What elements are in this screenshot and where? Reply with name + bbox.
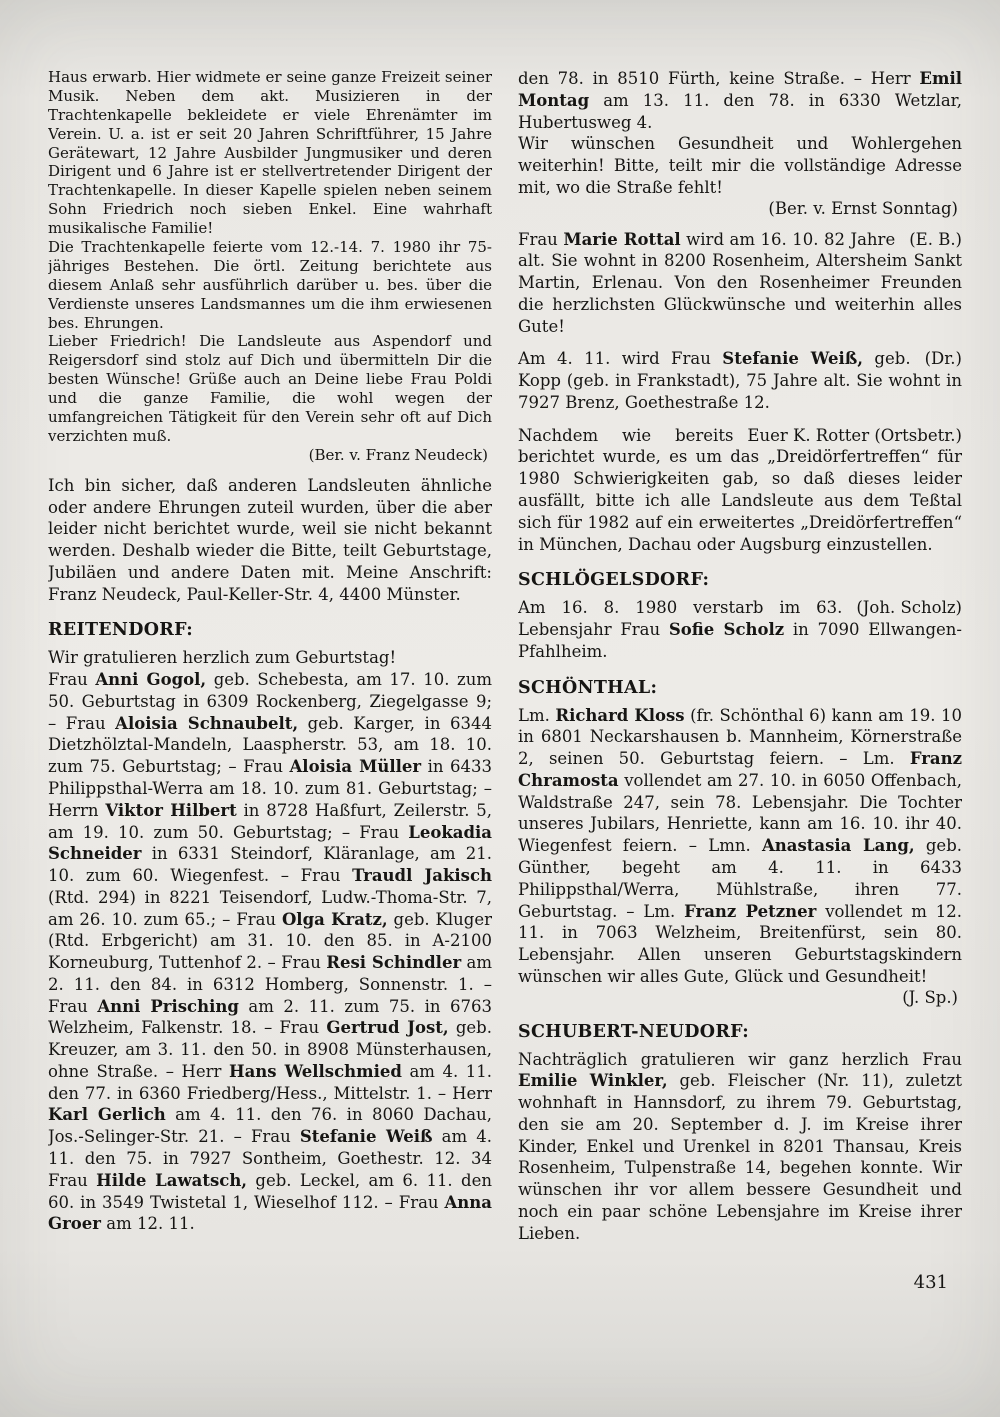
person-name: Aloisia Schnaubelt, xyxy=(115,713,299,733)
text-run: in 8728 Haßfurt, Zeilerstr. 5, am 19. 10. zum 50. Geburtstag; – Frau xyxy=(48,800,492,842)
text-run: Nachdem wie bereits berichtet wurde, es um das „Dreidörfertreffen“ für 1980 Schwierigkeiten gab, so daß dieses leider ausfällt, bitte ich alle Landsleute aus dem Teßtal sich für 1982 auf ein erweitertes „Dreidörfertreffen“ in München, Dachau oder Augsburg einzustellen. xyxy=(518,425,962,554)
section-heading: SCHLÖGELSDORF: xyxy=(518,570,710,591)
text-run: Wir gratulieren herzlich zum Geburtstag! xyxy=(48,648,397,668)
person-name: Stefanie Weiß xyxy=(299,1127,433,1147)
paragraph xyxy=(48,669,492,1235)
left-column xyxy=(48,68,492,1244)
byline-inline: Euer K. Rotter (Ortsbetr.) xyxy=(747,425,962,445)
text-run: geb. Günther, begeht am 4. 11. in 6433 Philippsthal/Werra, Mühlstraße, ihren 77. Geburtstag. – Lm. xyxy=(518,836,962,921)
paragraph xyxy=(48,475,492,606)
text-run: (Rtd. 294) in 8221 Teisendorf, Ludw.-Thoma-Str. 7, am 26. 10. zum 65.; – Frau xyxy=(48,887,492,929)
byline: (Ber. v. Franz Neudeck) xyxy=(308,445,488,464)
text-run: Frau xyxy=(48,670,96,690)
paragraph xyxy=(48,68,492,238)
person-name: Emilie Winkler, xyxy=(518,1071,668,1091)
paragraph xyxy=(518,425,962,556)
person-name: Hilde Lawatsch, xyxy=(96,1170,248,1190)
text-run: Lieber Friedrich! Die Landsleute aus Aspendorf und Reigersdorf sind stolz auf Dich und übermitteln Dir die besten Wünsche! Grüße auch an Deine liebe Frau Poldi und die ganze Familie, die wohl wegen der umfangreichen Tätigkeit für den Verein sehr oft auf Dich verzichten muß. xyxy=(48,332,492,445)
byline: (J. Sp.) xyxy=(902,987,958,1007)
paragraph xyxy=(518,133,962,198)
person-name: Richard Kloss xyxy=(555,705,685,725)
text-run: den 78. in 8510 Fürth, keine Straße. – Herr xyxy=(518,69,920,88)
paragraph xyxy=(518,229,962,338)
byline-inline: (Joh. Scholz) xyxy=(856,598,962,618)
byline-inline: (E. B.) xyxy=(909,229,962,249)
person-name: Anna Groer xyxy=(48,1192,492,1234)
text-run: Frau xyxy=(518,229,564,249)
text-run: Nachträglich gratulieren wir ganz herzlich Frau xyxy=(518,1049,962,1069)
text-run: geb. Karger, in 6344 Dietzhölztal-Mandeln, Laaspherstr. 53, am 18. 10. zum 75. Geburtstag; – Frau xyxy=(48,713,492,777)
person-name: Aloisia Müller xyxy=(289,757,422,777)
byline: (Ber. v. Ernst Sonntag) xyxy=(768,198,958,218)
paragraph xyxy=(48,238,492,332)
person-name: Olga Kratz, xyxy=(281,909,388,929)
paragraph xyxy=(518,348,962,413)
text-run: geb. Fleischer (Nr. 11), zuletzt wohnhaft in Hannsdorf, zu ihrem 79. Geburtstag, den sie am 20. September d. J. im Kreise ihrer Kinder, Enkel und Urenkel in 8201 Thansau, Kreis Rosenheim, Tulpenstraße 14, begehen konnte. Wir wünschen ihr vor allem bessere Gesundheit und noch ein paar schöne Lebensjahre im Kreise ihrer Lieben. xyxy=(518,1071,962,1243)
text-run: vollendet m 12. 11. in 7063 Welzheim, Breitenfürst, sein 80. Lebensjahr. Allen unseren Geburtstagskindern wünschen wir alles Gute, Glück und Gesundheit! xyxy=(518,901,962,986)
text-run: Wir wünschen Gesundheit und Wohlergehen weiterhin! Bitte, teilt mir die vollständige Adresse mit, wo die Straße fehlt! xyxy=(518,134,962,197)
person-name: Resi Schindler xyxy=(326,953,462,973)
text-run: Die Trachtenkapelle feierte vom 12.-14. 7. 1980 ihr 75-jähriges Bestehen. Die örtl. Zeitung berichtete aus diesem Anlaß sehr ausführlich darüber u. bes. über die Verdienste unseres Landsmannes um die ihm erwiesenen bes. Ehrungen. xyxy=(48,238,492,332)
text-run: Am 4. 11. wird Frau xyxy=(518,349,723,369)
text-run: vollendet am 27. 10. in 6050 Offenbach, Waldstraße 247, sein 78. Lebensjahr. Die Tochter unseres Jubilars, Henriette, kann am 16. 10. ihr 40. Wiegenfest feiern. – Lmn. xyxy=(518,770,962,856)
page-number: 431 xyxy=(913,1272,948,1293)
section-heading: REITENDORF: xyxy=(48,620,193,641)
section-heading: SCHÖNTHAL: xyxy=(518,677,658,698)
person-name: Anni Prisching xyxy=(97,996,239,1016)
section-heading: SCHUBERT-NEUDORF: xyxy=(518,1021,750,1042)
person-name: Gertrud Jost, xyxy=(326,1018,449,1038)
paragraph xyxy=(48,647,492,669)
text-run: Haus erwarb. Hier widmete er seine ganze Freizeit seiner Musik. Neben dem akt. Musizieren in der Trachtenkapelle bekleidete er viele Ehrenämter im Verein. U. a. ist er seit 20 Jahren Schriftführer, 15 Jahre Gerätewart, 12 Jahre Ausbilder Jungmusiker und deren Dirigent und 6 Jahre ist er stellvertretender Dirigent der Trachtenkapelle. In dieser Kapelle spielen neben seinem Sohn Friedrich noch sieben Enkel. Eine wahrhaft musikalische Familie! xyxy=(48,68,492,238)
text-run: Ich bin sicher, daß anderen Landsleuten ähnliche oder andere Ehrungen zuteil wurden, über die aber leider nicht berichtet wurde, weil sie nicht bekannt werden. Deshalb wieder die Bitte, teilt Geburtstage, Jubiläen und andere Daten mit. Meine Anschrift: Franz Neudeck, Paul-Keller-Str. 4, 4400 Münster. xyxy=(48,475,492,604)
person-name: Hans Wellschmied xyxy=(228,1061,402,1081)
text-run: am 4. 11. den 76. in 8060 Dachau, Jos.-Selinger-Str. 21. – Frau xyxy=(48,1105,492,1147)
person-name: Karl Gerlich xyxy=(48,1105,166,1125)
text-run: am 12. 11. xyxy=(100,1214,195,1234)
person-name: Traudl Jakisch xyxy=(352,866,492,886)
right-column xyxy=(518,68,962,1244)
person-name: Marie Rottal xyxy=(563,229,681,249)
person-name: Anni Gogol, xyxy=(95,670,207,690)
person-name: Sofie Scholz xyxy=(668,620,785,640)
text-run: Am 16. 8. 1980 verstarb im 63. Lebensjahr Frau xyxy=(518,598,843,640)
text-run: (fr. Schönthal 6) kann am 19. 10 in 6801 Neckarshausen b. Mannheim, Körnerstraße 2, seinen 50. Geburtstag feiern. – Lm. xyxy=(518,705,962,769)
text-run: geb. Leckel, am 6. 11. den 60. in 3549 Twistetal 1, Wieselhof 112. – Frau xyxy=(48,1170,492,1212)
text-run: in 6331 Steindorf, Kläranlage, am 21. 10. zum 60. Wiegenfest. – Frau xyxy=(48,844,492,886)
paragraph xyxy=(518,68,962,133)
person-name: Emil Montag xyxy=(518,69,962,110)
text-run: in 7090 Ellwangen-Pfahlheim. xyxy=(518,620,962,661)
text-run: geb. Kluger (Rtd. Erbgericht) am 31. 10. den 85. in A-2100 Korneuburg, Tuttenhof 2. – Frau xyxy=(48,909,492,973)
text-run: in 6433 Philippsthal-Werra am 18. 10. zum 81. Geburtstag; – Herrn xyxy=(48,757,492,820)
text-run: geb. Schebesta, am 17. 10. zum 50. Geburtstag in 6309 Rockenberg, Ziegelgasse 9; – Frau xyxy=(48,670,492,733)
text-run: am 2. 11. zum 75. in 6763 Welzheim, Falkenstr. 18. – Frau xyxy=(48,996,492,1038)
text-run: geb. Kreuzer, am 3. 11. den 50. in 8908 Münsterhausen, ohne Straße. – Herr xyxy=(48,1018,492,1081)
text-run: geb. Kopp (geb. in Frankstadt), 75 Jahre alt. Sie wohnt in 7927 Brenz, Goethestraße 12. xyxy=(518,349,962,412)
text-run: am 13. 11. den 78. in 6330 Wetzlar, Hubertusweg 4. xyxy=(518,90,962,132)
person-name: Leokadia Schneider xyxy=(48,822,492,864)
text-run: am 4. 11. den 75. in 7927 Sontheim, Goethestr. 12. 34 Frau xyxy=(48,1127,492,1190)
paragraph xyxy=(48,332,492,445)
byline-inline: (Dr.) xyxy=(924,349,962,369)
text-run: Lm. xyxy=(518,705,556,725)
text-run: wird am 16. 10. 82 Jahre alt. Sie wohnt in 8200 Rosenheim, Altersheim Sankt Martin, Erlenau. Von den Rosenheimer Freunden die herzlichsten Glückwünsche und weiterhin alles Gute! xyxy=(518,229,962,336)
paragraph xyxy=(518,705,962,988)
text-run: am 4. 11. den 77. in 6360 Friedberg/Hess., Mittelstr. 1. – Herr xyxy=(48,1061,492,1103)
person-name: Viktor Hilbert xyxy=(105,800,237,820)
page-content xyxy=(48,68,962,1244)
person-name: Franz Petzner xyxy=(684,901,817,921)
paragraph xyxy=(518,1049,962,1245)
text-run: am 2. 11. den 84. in 6312 Homberg, Sonnenstr. 1. – Frau xyxy=(48,953,492,1016)
paragraph xyxy=(518,597,962,662)
person-name: Franz Chramosta xyxy=(518,749,962,790)
person-name: Stefanie Weiß, xyxy=(722,349,864,369)
person-name: Anastasia Lang, xyxy=(761,836,915,856)
